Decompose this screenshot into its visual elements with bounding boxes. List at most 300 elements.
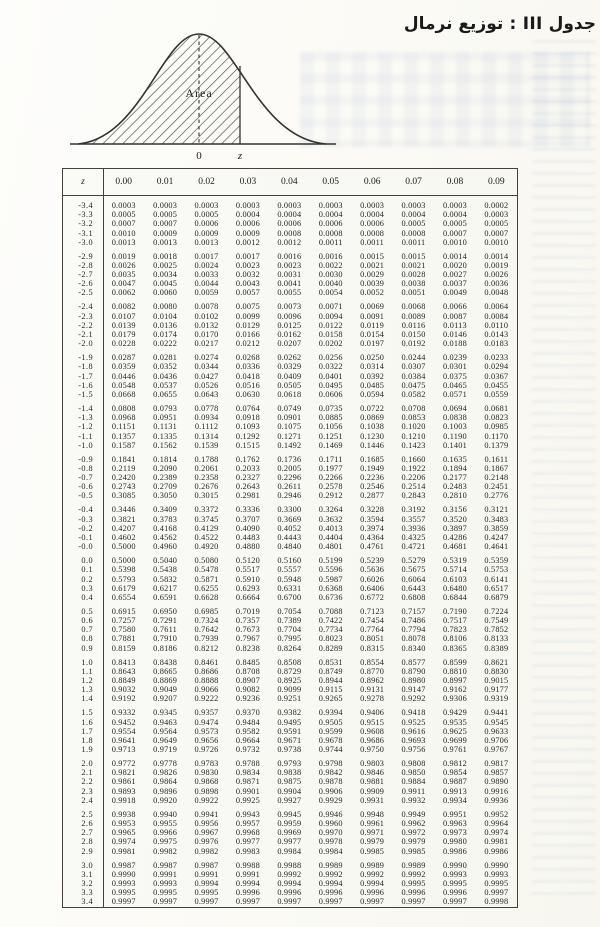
z-value-cell: -1.6 bbox=[78, 380, 93, 390]
probability-cell: 0.0158 bbox=[318, 330, 343, 340]
probability-cell: 0.9918 bbox=[111, 795, 136, 805]
probability-cell: 0.7190 bbox=[442, 606, 467, 616]
table-row bbox=[63, 432, 517, 441]
z-value-cell: -1.0 bbox=[78, 440, 93, 450]
table-row bbox=[63, 870, 517, 879]
probability-cell: 0.1635 bbox=[442, 454, 467, 464]
probability-cell: 0.3015 bbox=[194, 491, 219, 501]
probability-cell: 0.2709 bbox=[153, 482, 178, 492]
axis-z-label: z bbox=[237, 150, 243, 162]
probability-cell: 0.9599 bbox=[318, 726, 343, 736]
probability-cell: 0.0228 bbox=[111, 339, 136, 349]
table-row bbox=[63, 593, 517, 602]
probability-cell: 0.1562 bbox=[153, 440, 178, 450]
probability-cell: 0.9973 bbox=[442, 828, 467, 838]
probability-cell: 0.6591 bbox=[153, 592, 178, 602]
probability-cell: 0.9732 bbox=[235, 745, 260, 755]
probability-cell: 0.1446 bbox=[360, 440, 385, 450]
z-value-cell: 2.0 bbox=[81, 759, 93, 769]
probability-cell: 0.9989 bbox=[401, 860, 426, 870]
probability-cell: 0.9332 bbox=[111, 708, 136, 718]
probability-cell: 0.7549 bbox=[484, 616, 509, 626]
probability-cell: 0.9982 bbox=[153, 846, 178, 856]
probability-cell: 0.0003 bbox=[194, 201, 219, 210]
probability-cell: 0.0188 bbox=[442, 339, 467, 349]
probability-cell: 0.6915 bbox=[111, 606, 136, 616]
z-value-cell: -1.7 bbox=[78, 371, 93, 381]
probability-cell: 0.0951 bbox=[153, 413, 178, 423]
probability-cell: 0.9345 bbox=[153, 708, 178, 718]
table-row bbox=[63, 676, 517, 685]
probability-cell: 0.9803 bbox=[360, 759, 385, 769]
probability-cell: 0.7291 bbox=[153, 616, 178, 626]
probability-cell: 0.0606 bbox=[318, 389, 343, 399]
table-row bbox=[63, 302, 517, 311]
probability-cell: 0.0048 bbox=[484, 288, 509, 298]
probability-cell: 0.9938 bbox=[111, 809, 136, 819]
probability-cell: 0.1151 bbox=[111, 422, 136, 432]
probability-cell: 0.0078 bbox=[194, 302, 219, 312]
probability-cell: 0.9925 bbox=[235, 795, 260, 805]
probability-cell: 0.0020 bbox=[442, 260, 467, 270]
probability-cell: 0.9884 bbox=[401, 777, 426, 787]
probability-cell: 0.8729 bbox=[277, 666, 302, 676]
probability-cell: 0.6179 bbox=[111, 583, 136, 593]
probability-cell: 0.3446 bbox=[111, 505, 136, 515]
probability-cell: 0.6736 bbox=[318, 592, 343, 602]
z-value-cell: -0.2 bbox=[78, 523, 93, 533]
probability-cell: 0.0375 bbox=[442, 371, 467, 381]
probability-cell: 0.0409 bbox=[277, 371, 302, 381]
probability-cell: 0.9982 bbox=[194, 846, 219, 856]
probability-cell: 0.0418 bbox=[235, 371, 260, 381]
probability-cell: 0.7910 bbox=[153, 634, 178, 644]
probability-cell: 0.9988 bbox=[277, 860, 302, 870]
probability-cell: 0.1423 bbox=[401, 440, 426, 450]
probability-cell: 0.9484 bbox=[235, 717, 260, 727]
probability-cell: 0.0019 bbox=[484, 260, 509, 270]
probability-cell: 0.1469 bbox=[318, 440, 343, 450]
probability-cell: 0.0089 bbox=[401, 311, 426, 321]
probability-cell: 0.9995 bbox=[484, 878, 509, 888]
probability-cell: 0.9896 bbox=[153, 786, 178, 796]
probability-cell: 0.1314 bbox=[194, 431, 219, 441]
probability-cell: 0.2236 bbox=[360, 473, 385, 483]
probability-cell: 0.7389 bbox=[277, 616, 302, 626]
probability-cell: 0.0475 bbox=[401, 380, 426, 390]
probability-cell: 0.2206 bbox=[401, 473, 426, 483]
probability-cell: 0.0071 bbox=[318, 302, 343, 312]
probability-cell: 0.9115 bbox=[318, 685, 343, 695]
probability-cell: 0.2743 bbox=[111, 482, 136, 492]
z-value-cell: -2.7 bbox=[78, 270, 93, 280]
probability-cell: 0.0294 bbox=[484, 362, 509, 372]
probability-cell: 0.0139 bbox=[111, 320, 136, 330]
axis-zero-label: 0 bbox=[196, 150, 202, 162]
probability-cell: 0.0007 bbox=[111, 219, 136, 229]
probability-cell: 0.9817 bbox=[484, 759, 509, 769]
table-row bbox=[63, 718, 517, 727]
probability-cell: 0.9846 bbox=[360, 768, 385, 778]
z-value-cell: 3.1 bbox=[81, 869, 93, 879]
probability-cell: 0.9236 bbox=[235, 694, 260, 704]
probability-cell: 0.9738 bbox=[277, 745, 302, 755]
z-value-cell: 2.1 bbox=[81, 768, 93, 778]
table-row bbox=[63, 210, 517, 219]
probability-cell: 0.0307 bbox=[401, 362, 426, 372]
probability-cell: 0.0060 bbox=[153, 288, 178, 298]
probability-cell: 0.4404 bbox=[318, 532, 343, 542]
probability-cell: 0.0436 bbox=[153, 371, 178, 381]
probability-cell: 0.0009 bbox=[194, 228, 219, 238]
probability-cell: 0.5636 bbox=[360, 565, 385, 575]
table-row bbox=[63, 556, 517, 565]
probability-cell: 0.9951 bbox=[442, 809, 467, 819]
probability-cell: 0.5120 bbox=[235, 556, 260, 566]
probability-cell: 0.9834 bbox=[235, 768, 260, 778]
probability-cell: 0.9750 bbox=[360, 745, 385, 755]
probability-cell: 0.9964 bbox=[484, 819, 509, 828]
probability-cell: 0.3897 bbox=[442, 523, 467, 533]
probability-cell: 0.9370 bbox=[235, 708, 260, 718]
table-row bbox=[63, 837, 517, 846]
probability-cell: 0.0526 bbox=[194, 380, 219, 390]
probability-cell: 0.9972 bbox=[401, 828, 426, 838]
probability-cell: 0.9920 bbox=[153, 795, 178, 805]
probability-cell: 0.1093 bbox=[235, 422, 260, 432]
probability-cell: 0.9932 bbox=[401, 795, 426, 805]
table-row bbox=[63, 584, 517, 593]
probability-cell: 0.0005 bbox=[484, 219, 509, 229]
probability-cell: 0.0322 bbox=[318, 362, 343, 372]
probability-cell: 0.0505 bbox=[277, 380, 302, 390]
probability-cell: 0.4207 bbox=[111, 523, 136, 533]
probability-cell: 0.0016 bbox=[318, 251, 343, 261]
probability-cell: 0.4641 bbox=[484, 542, 509, 552]
probability-cell: 0.2266 bbox=[318, 473, 343, 483]
probability-cell: 0.9990 bbox=[442, 860, 467, 870]
probability-cell: 0.2177 bbox=[442, 473, 467, 483]
probability-cell: 0.0179 bbox=[111, 330, 136, 340]
probability-cell: 0.6064 bbox=[401, 574, 426, 584]
table-row bbox=[63, 270, 517, 279]
probability-cell: 0.7881 bbox=[111, 634, 136, 644]
probability-cell: 0.9881 bbox=[360, 777, 385, 787]
probability-cell: 0.4364 bbox=[360, 532, 385, 542]
probability-cell: 0.5557 bbox=[277, 565, 302, 575]
probability-cell: 0.9969 bbox=[277, 828, 302, 838]
z-value-cell: 2.6 bbox=[81, 819, 93, 828]
probability-cell: 0.0009 bbox=[235, 228, 260, 238]
probability-cell: 0.9996 bbox=[318, 888, 343, 898]
probability-cell: 0.9756 bbox=[401, 745, 426, 755]
table-row bbox=[63, 201, 517, 210]
probability-cell: 0.0062 bbox=[111, 288, 136, 298]
probability-cell: 0.9131 bbox=[360, 685, 385, 695]
probability-cell: 0.9986 bbox=[484, 846, 509, 856]
probability-cell: 0.3483 bbox=[484, 514, 509, 524]
probability-cell: 0.0017 bbox=[235, 251, 260, 261]
probability-cell: 0.6844 bbox=[442, 592, 467, 602]
probability-cell: 0.9931 bbox=[360, 795, 385, 805]
table-row bbox=[63, 897, 517, 906]
z-table bbox=[62, 168, 518, 908]
probability-cell: 0.0022 bbox=[318, 260, 343, 270]
probability-cell: 0.8925 bbox=[277, 675, 302, 685]
probability-cell: 0.9965 bbox=[111, 828, 136, 838]
probability-cell: 0.5753 bbox=[484, 565, 509, 575]
probability-cell: 0.7454 bbox=[360, 616, 385, 626]
probability-cell: 0.5478 bbox=[194, 565, 219, 575]
probability-cell: 0.2776 bbox=[484, 491, 509, 501]
probability-cell: 0.0027 bbox=[442, 270, 467, 280]
probability-cell: 0.0392 bbox=[360, 371, 385, 381]
probability-cell: 0.0329 bbox=[277, 362, 302, 372]
probability-cell: 0.4801 bbox=[318, 542, 343, 552]
table-row bbox=[63, 422, 517, 431]
probability-cell: 0.9474 bbox=[194, 717, 219, 727]
table-row bbox=[63, 362, 517, 371]
probability-cell: 0.9251 bbox=[277, 694, 302, 704]
z-value-cell: -3.3 bbox=[78, 210, 93, 220]
probability-cell: 0.9875 bbox=[277, 777, 302, 787]
probability-cell: 0.9984 bbox=[277, 846, 302, 856]
probability-cell: 0.9949 bbox=[401, 809, 426, 819]
z-value-cell: 2.8 bbox=[81, 837, 93, 847]
z-value-cell: 1.7 bbox=[81, 726, 93, 736]
probability-cell: 0.9778 bbox=[153, 759, 178, 769]
area-label: Area bbox=[185, 86, 213, 100]
probability-cell: 0.8686 bbox=[194, 666, 219, 676]
probability-cell: 0.4761 bbox=[360, 542, 385, 552]
probability-cell: 0.9177 bbox=[484, 685, 509, 695]
probability-cell: 0.7611 bbox=[153, 625, 177, 635]
z-value-cell: 2.2 bbox=[81, 777, 93, 787]
probability-cell: 0.7257 bbox=[111, 616, 136, 626]
probability-cell: 0.7794 bbox=[401, 625, 426, 635]
probability-cell: 0.8770 bbox=[360, 666, 385, 676]
column-header: 0.00 bbox=[115, 177, 133, 187]
probability-cell: 0.9996 bbox=[277, 888, 302, 898]
probability-cell: 0.2451 bbox=[484, 482, 509, 492]
probability-cell: 0.9996 bbox=[235, 888, 260, 898]
probability-cell: 0.9744 bbox=[318, 745, 343, 755]
probability-cell: 0.7054 bbox=[277, 606, 302, 616]
probability-cell: 0.9463 bbox=[153, 717, 178, 727]
probability-cell: 0.7734 bbox=[318, 625, 343, 635]
probability-cell: 0.7673 bbox=[235, 625, 260, 635]
probability-cell: 0.1112 bbox=[194, 422, 219, 432]
z-value-cell: 1.6 bbox=[81, 717, 93, 727]
probability-cell: 0.8023 bbox=[318, 634, 343, 644]
table-row bbox=[63, 261, 517, 270]
probability-cell: 0.8264 bbox=[277, 643, 302, 653]
probability-cell: 0.9979 bbox=[360, 837, 385, 847]
probability-cell: 0.9966 bbox=[153, 828, 178, 838]
probability-cell: 0.0026 bbox=[484, 270, 509, 280]
z-value-cell: 0.3 bbox=[81, 583, 93, 593]
probability-cell: 0.0274 bbox=[194, 353, 219, 363]
table-row bbox=[63, 667, 517, 676]
z-value-cell: 2.7 bbox=[81, 828, 93, 838]
probability-cell: 0.2148 bbox=[484, 473, 509, 483]
table-row bbox=[63, 524, 517, 533]
probability-cell: 0.0073 bbox=[277, 302, 302, 312]
probability-cell: 0.1660 bbox=[401, 454, 426, 464]
probability-cell: 0.0749 bbox=[277, 403, 302, 413]
probability-cell: 0.0017 bbox=[194, 251, 219, 261]
probability-cell: 0.5517 bbox=[235, 565, 260, 575]
probability-cell: 0.2981 bbox=[235, 491, 260, 501]
probability-cell: 0.9788 bbox=[235, 759, 260, 769]
probability-cell: 0.9911 bbox=[401, 786, 426, 796]
probability-cell: 0.0778 bbox=[194, 403, 219, 413]
table-row bbox=[63, 455, 517, 464]
table-row bbox=[63, 727, 517, 736]
probability-cell: 0.1335 bbox=[153, 431, 178, 441]
probability-cell: 0.6293 bbox=[235, 583, 260, 593]
table-header-row bbox=[63, 169, 517, 196]
probability-cell: 0.8485 bbox=[235, 657, 260, 667]
probability-cell: 0.9956 bbox=[194, 819, 219, 828]
probability-cell: 0.8238 bbox=[235, 643, 260, 653]
probability-cell: 0.0722 bbox=[360, 403, 385, 413]
probability-cell: 0.4129 bbox=[194, 523, 219, 533]
table-row bbox=[63, 879, 517, 888]
z-value-cell: -0.1 bbox=[78, 532, 93, 542]
probability-cell: 0.9994 bbox=[235, 878, 260, 888]
probability-cell: 0.2676 bbox=[194, 482, 219, 492]
probability-cell: 0.1190 bbox=[443, 431, 467, 441]
probability-cell: 0.0011 bbox=[360, 237, 384, 247]
probability-cell: 0.5279 bbox=[401, 556, 426, 566]
probability-cell: 0.9582 bbox=[235, 726, 260, 736]
probability-cell: 0.3192 bbox=[401, 505, 426, 515]
probability-cell: 0.0084 bbox=[484, 311, 509, 321]
probability-cell: 0.2946 bbox=[277, 491, 302, 501]
table-row bbox=[63, 787, 517, 796]
probability-cell: 0.9838 bbox=[277, 768, 302, 778]
probability-cell: 0.6026 bbox=[360, 574, 385, 584]
z-value-cell: -0.5 bbox=[78, 491, 93, 501]
probability-cell: 0.8078 bbox=[401, 634, 426, 644]
table-row bbox=[63, 542, 517, 551]
table-row bbox=[63, 777, 517, 786]
probability-cell: 0.6406 bbox=[360, 583, 385, 593]
probability-cell: 0.8159 bbox=[111, 643, 136, 653]
probability-cell: 0.0869 bbox=[360, 413, 385, 423]
probability-cell: 0.1788 bbox=[194, 454, 219, 464]
z-value-cell: 0.9 bbox=[81, 643, 93, 653]
probability-cell: 0.0446 bbox=[111, 371, 136, 381]
probability-cell: 0.9713 bbox=[111, 745, 136, 755]
probability-cell: 0.0013 bbox=[153, 237, 178, 247]
probability-cell: 0.9573 bbox=[194, 726, 219, 736]
probability-cell: 0.3669 bbox=[277, 514, 302, 524]
probability-cell: 0.5398 bbox=[111, 565, 136, 575]
probability-cell: 0.9989 bbox=[360, 860, 385, 870]
probability-cell: 0.0005 bbox=[442, 219, 467, 229]
probability-cell: 0.0008 bbox=[401, 228, 426, 238]
probability-cell: 0.8315 bbox=[360, 643, 385, 653]
probability-cell: 0.0655 bbox=[153, 389, 178, 399]
probability-cell: 0.9066 bbox=[194, 685, 219, 695]
probability-cell: 0.1711 bbox=[318, 454, 343, 464]
probability-cell: 0.9625 bbox=[442, 726, 467, 736]
probability-cell: 0.0039 bbox=[360, 279, 385, 289]
probability-cell: 0.8508 bbox=[277, 657, 302, 667]
probability-cell: 0.9808 bbox=[401, 759, 426, 769]
probability-cell: 0.9993 bbox=[111, 878, 136, 888]
probability-cell: 0.9893 bbox=[111, 786, 136, 796]
probability-cell: 0.0005 bbox=[401, 219, 426, 229]
probability-cell: 0.0075 bbox=[235, 302, 260, 312]
probability-cell: 0.6217 bbox=[153, 583, 178, 593]
table-row bbox=[63, 685, 517, 694]
probability-cell: 0.0010 bbox=[442, 237, 467, 247]
probability-cell: 0.9767 bbox=[484, 745, 509, 755]
probability-cell: 0.5871 bbox=[194, 574, 219, 584]
probability-cell: 0.1251 bbox=[318, 431, 343, 441]
probability-cell: 0.9952 bbox=[484, 809, 509, 819]
probability-cell: 0.7967 bbox=[235, 634, 260, 644]
probability-cell: 0.0102 bbox=[194, 311, 219, 321]
z-value-cell: -2.8 bbox=[78, 260, 93, 270]
probability-cell: 0.0384 bbox=[401, 371, 426, 381]
probability-cell: 0.0034 bbox=[153, 270, 178, 280]
z-value-cell: -1.5 bbox=[78, 389, 93, 399]
probability-cell: 0.1210 bbox=[401, 431, 426, 441]
probability-cell: 0.9997 bbox=[277, 897, 302, 907]
probability-cell: 0.7019 bbox=[235, 606, 260, 616]
probability-cell: 0.0455 bbox=[484, 380, 509, 390]
probability-cell: 0.2420 bbox=[111, 473, 136, 483]
probability-cell: 0.9082 bbox=[235, 685, 260, 695]
probability-cell: 0.7517 bbox=[442, 616, 467, 626]
probability-cell: 0.9981 bbox=[111, 846, 136, 856]
probability-cell: 0.0239 bbox=[442, 353, 467, 363]
column-header: 0.04 bbox=[281, 177, 298, 187]
probability-cell: 0.9997 bbox=[318, 897, 343, 907]
probability-cell: 0.9812 bbox=[442, 759, 467, 769]
probability-cell: 0.5359 bbox=[484, 556, 509, 566]
probability-cell: 0.8365 bbox=[442, 643, 467, 653]
probability-cell: 0.0012 bbox=[235, 237, 260, 247]
z-value-cell: 1.2 bbox=[81, 675, 93, 685]
probability-cell: 0.9984 bbox=[318, 846, 343, 856]
probability-cell: 0.0005 bbox=[111, 210, 136, 220]
z-value-cell: -1.1 bbox=[78, 431, 93, 441]
probability-cell: 0.9772 bbox=[111, 759, 136, 769]
probability-cell: 0.8051 bbox=[360, 634, 385, 644]
probability-cell: 0.3936 bbox=[401, 523, 426, 533]
probability-cell: 0.0495 bbox=[318, 380, 343, 390]
probability-cell: 0.0485 bbox=[360, 380, 385, 390]
probability-cell: 0.8621 bbox=[484, 657, 509, 667]
table-body bbox=[63, 196, 517, 906]
z-column-divider bbox=[103, 169, 104, 907]
probability-cell: 0.2033 bbox=[235, 463, 260, 473]
z-value-cell: -2.0 bbox=[78, 339, 93, 349]
probability-cell: 0.9394 bbox=[318, 708, 343, 718]
z-value-cell: 0.5 bbox=[81, 606, 93, 616]
probability-cell: 0.4168 bbox=[153, 523, 178, 533]
probability-cell: 0.0023 bbox=[277, 260, 302, 270]
probability-cell: 0.3821 bbox=[111, 514, 136, 524]
probability-cell: 0.1075 bbox=[277, 422, 302, 432]
probability-cell: 0.0764 bbox=[235, 403, 260, 413]
probability-cell: 0.9798 bbox=[318, 759, 343, 769]
